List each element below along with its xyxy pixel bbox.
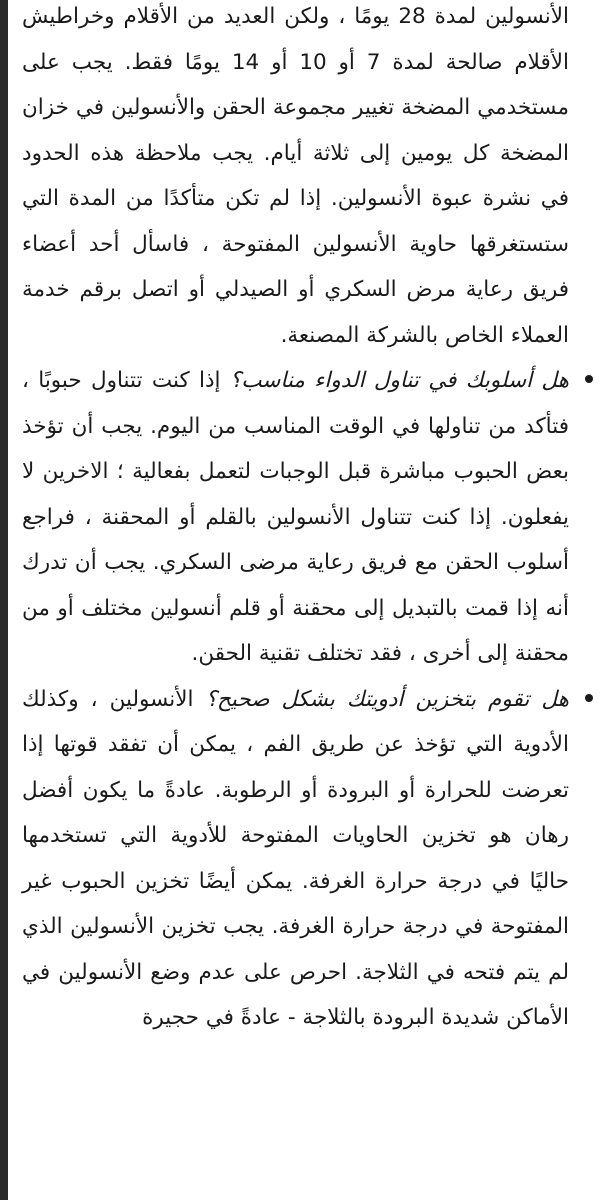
list-item-lead: هل تقوم بتخزين أدويتك بشكل صحيح؟ [205,686,569,712]
list-item-medication-technique [22,358,569,677]
intro-paragraph: الأنسولين لمدة 28 يومًا ، ولكن العديد من الأقلام وخراطيش الأقلام صالحة لمدة 7 أو 10 أو 14 يومًا فقط. يجب على مستخدمي المضخة تغيير مجموعة الحقن والأنسولين في خزان المضخة كل يومين إلى ثلاثة أيام. يجب ملاحظة هذه الحدود في نشرة عبوة الأنسولين. إذا لم تكن متأكدًا من المدة التي ستستغرقها حاوية الأنسولين المفتوحة ، فاسأل أحد أعضاء فريق رعاية مرض السكري أو الصيدلي أو اتصل برقم خدمة العملاء الخاص بالشركة المصنعة. [22,4,569,348]
left-edge-bar [0,0,8,1200]
list-item-text: إذا كنت تتناول حبوبًا ، فتأكد من تناولها في الوقت المناسب من اليوم. يجب أن تؤخذ بعض الحبوب مباشرة قبل الوجبات لتعمل بفعالية ؛ الاخرين لا يفعلون. إذا كنت تتناول الأنسولين بالقلم أو المحقنة ، فراجع أسلوب الحقن مع فريق رعاية مرضى السكري. يجب أن تدرك أنه إذا قمت بالتبديل إلى محقنة أو قلم أنسولين مختلف أو من محقنة إلى أخرى ، فقد تختلف تقنية الحقن. [22,368,569,666]
tips-list [22,358,569,1041]
bullet-icon [585,694,593,702]
list-item-lead: هل أسلوبك في تناول الدواء مناسب؟ [229,368,570,393]
article-body [22,0,569,1041]
bullet-icon [585,375,593,383]
list-item-text: الأنسولين ، وكذلك الأدوية التي تؤخذ عن طريق الفم ، يمكن أن تفقد قوتها إذا تعرضت للحرارة أو البرودة أو الرطوبة. عادةً ما يكون أفضل رهان هو تخزين الحاويات المفتوحة للأدوية التي تستخدمها حاليًا في درجة حرارة الغرفة. يمكن أيضًا تخزين الحبوب غير المفتوحة في درجة حرارة الغرفة. يجب تخزين الأنسولين الذي لم يتم فتحه في الثلاجة. احرص على عدم وضع الأنسولين في الأماكن شديدة البرودة بالثلاجة - عادةً في حجيرة [22,686,569,1030]
list-item-medication-storage [22,677,569,1041]
